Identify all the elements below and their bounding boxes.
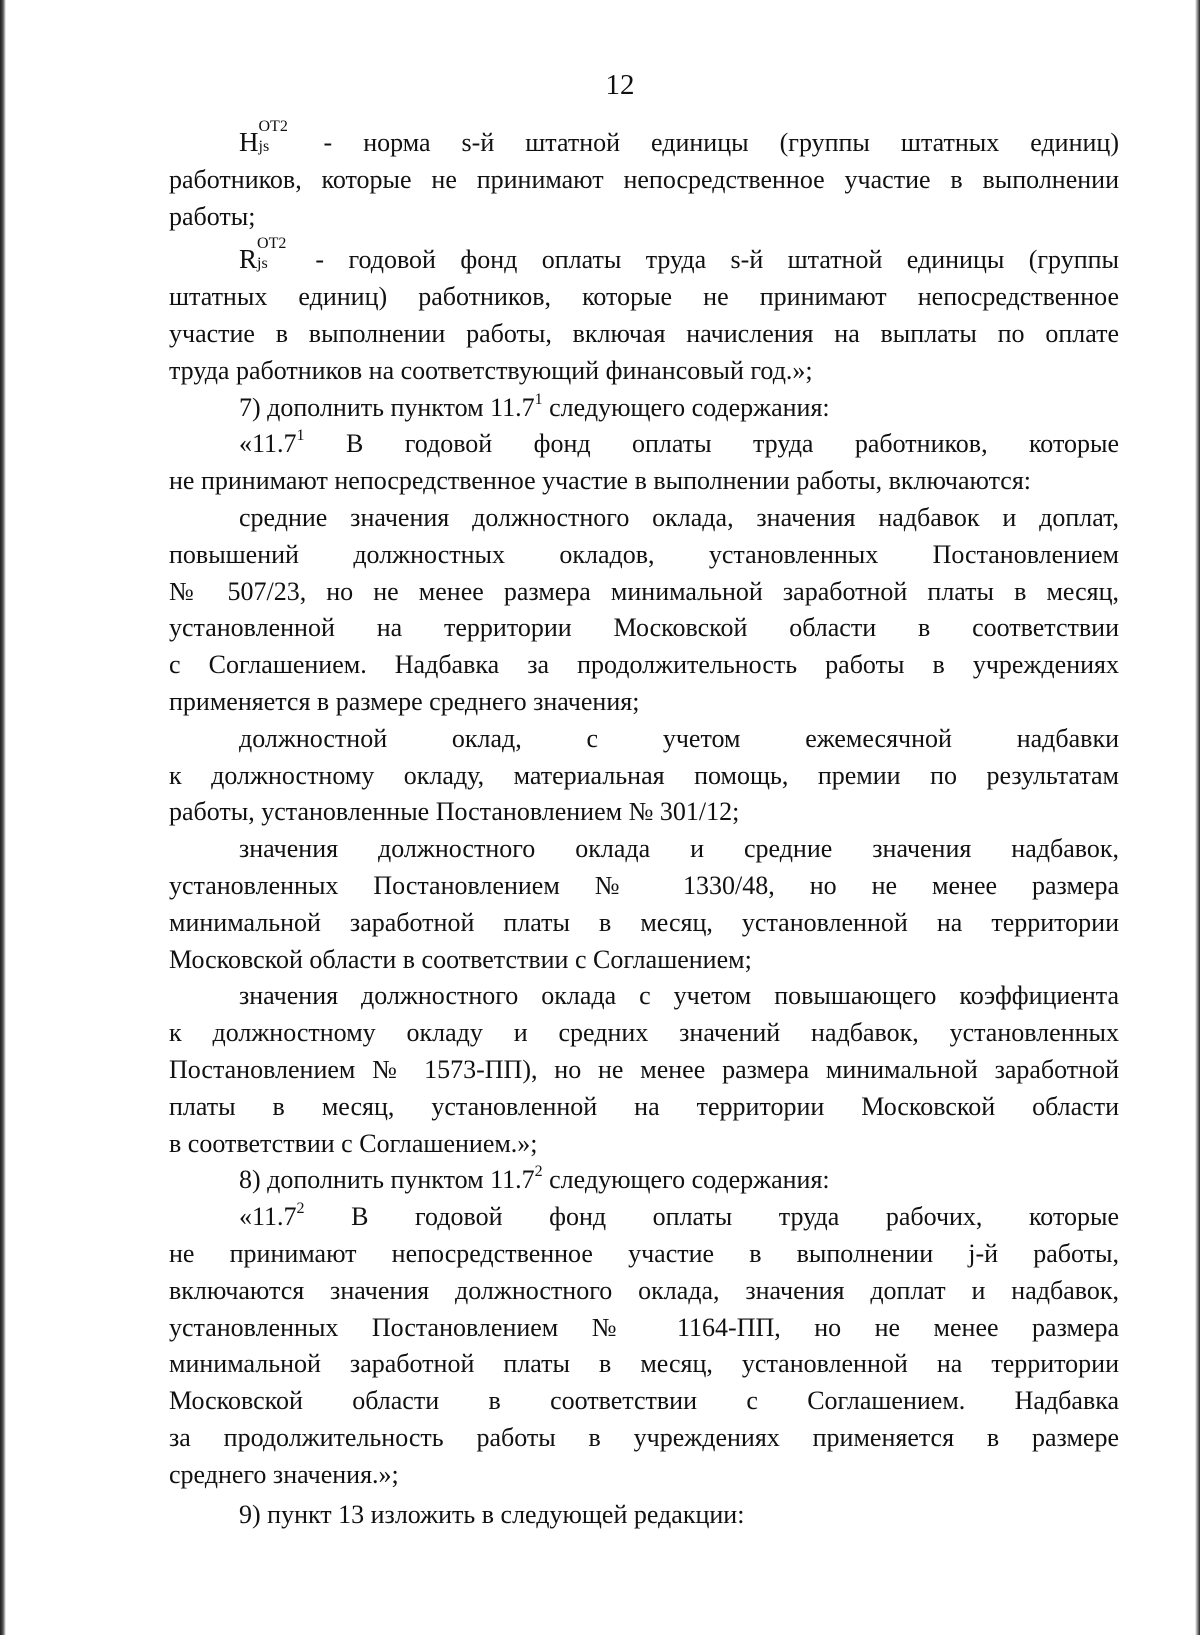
list-entry-301-12	[169, 721, 1119, 831]
text-line	[169, 390, 1119, 427]
text-line: к должностному окладу и средних значений надбавок, установленных	[169, 1018, 1119, 1048]
text-line	[169, 426, 1119, 463]
list-entry-1330-48	[169, 831, 1119, 978]
symbol-superscript: OT2	[257, 235, 287, 253]
formula-symbol-h	[239, 118, 293, 157]
text-segment: - годовой фонд оплаты труда s-й штатной единицы (группы	[291, 245, 1119, 275]
text-segment: следующего содержания:	[542, 1165, 830, 1195]
text-line: участие в выполнении работы, включая начисления на выплаты по оплате	[169, 318, 1119, 348]
text-line: не принимают непосредственное участие в выполнении j-й работы,	[169, 1238, 1119, 1268]
text-segment: «11.7	[239, 1202, 297, 1232]
text-line: не принимают непосредственное участие в выполнении работы, включаются:	[169, 466, 1032, 496]
text-line: работников, которые не принимают непосредственное участие в выполнении	[169, 164, 1119, 194]
text-line: минимальной заработной платы в месяц, установленной на территории	[169, 1349, 1119, 1379]
formula-symbol-r	[239, 235, 291, 275]
text-line: 9) пункт 13 изложить в следующей редакции:	[239, 1500, 745, 1530]
symbol-base: H	[239, 127, 259, 157]
superscript-number: 2	[534, 1163, 543, 1181]
definition-r-ot2	[169, 235, 1119, 389]
text-line: труда работников на соответствующий финансовый год.»;	[169, 355, 813, 385]
text-line: установленных Постановлением № 1330/48, но не менее размера	[169, 870, 1119, 900]
clause-11-7-2	[169, 1199, 1119, 1493]
symbol-indices	[258, 118, 293, 155]
text-segment: 8) дополнить пунктом 11.7	[239, 1165, 535, 1195]
text-line	[169, 235, 1119, 279]
text-line: платы в месяц, установленной на территории Московской области	[169, 1091, 1119, 1121]
item-7	[169, 390, 1119, 427]
text-line: Московской области в соответствии с Соглашением;	[169, 944, 752, 974]
symbol-base: R	[239, 244, 258, 275]
text-line: работы, установленные Постановлением № 301/12;	[169, 797, 740, 827]
text-segment: - норма s-й штатной единицы (группы штатных единиц)	[292, 128, 1119, 157]
text-segment: «11.7	[239, 429, 297, 459]
text-line	[169, 1199, 1119, 1236]
symbol-indices	[257, 235, 291, 273]
superscript-number: 1	[534, 390, 543, 408]
text-line: № 507/23, но не менее размера минимальной заработной платы в месяц,	[169, 576, 1119, 606]
text-line: должностной оклад, с учетом ежемесячной надбавки	[239, 723, 1119, 753]
text-line: установленной на территории Московской области в соответствии	[169, 613, 1119, 643]
text-segment: 7) дополнить пунктом 11.7	[239, 392, 535, 422]
symbol-superscript: OT2	[258, 118, 288, 135]
page-number: 12	[605, 69, 635, 101]
text-line	[169, 1162, 1119, 1199]
superscript-number: 1	[296, 427, 305, 445]
document-body	[169, 118, 1119, 1534]
list-entry-507-23	[169, 500, 1119, 721]
text-segment: В годовой фонд оплаты труда рабочих, которые	[304, 1202, 1119, 1232]
list-entry-1573-pp	[169, 978, 1119, 1162]
scan-edge-left	[0, 0, 6, 1635]
text-line: значения должностного оклада с учетом повышающего коэффициента	[239, 981, 1119, 1011]
text-segment: следующего содержания:	[542, 392, 830, 422]
symbol-subscript: js	[258, 138, 270, 155]
clause-11-7-1	[169, 426, 1119, 500]
text-segment: В годовой фонд оплаты труда работников, которые	[304, 429, 1119, 459]
item-8	[169, 1162, 1119, 1199]
text-line: установленных Постановлением № 1164-ПП, но не менее размера	[169, 1312, 1119, 1342]
scan-edge-right	[1195, 0, 1200, 1635]
text-line: штатных единиц) работников, которые не принимают непосредственное	[169, 282, 1119, 312]
text-line: за продолжительность работы в учреждениях применяется в размере	[169, 1422, 1119, 1452]
text-line: Постановлением № 1573-ПП), но не менее размера минимальной заработной	[169, 1054, 1119, 1084]
text-line: средние значения должностного оклада, значения надбавок и доплат,	[239, 502, 1119, 532]
text-line: Московской области в соответствии с Соглашением. Надбавка	[169, 1386, 1119, 1416]
text-line: применяется в размере среднего значения;	[169, 686, 640, 716]
text-line	[169, 118, 1119, 162]
text-line: минимальной заработной платы в месяц, установленной на территории	[169, 907, 1119, 937]
definition-h-ot2	[169, 118, 1119, 235]
text-line: значения должностного оклада и средние значения надбавок,	[239, 834, 1119, 864]
text-line: повышений должностных окладов, установленных Постановлением	[169, 539, 1119, 569]
item-9	[169, 1497, 1119, 1534]
symbol-subscript: js	[257, 255, 268, 273]
text-line: работы;	[169, 201, 256, 231]
text-line: к должностному окладу, материальная помощь, премии по результатам	[169, 760, 1119, 790]
text-line: с Соглашением. Надбавка за продолжительность работы в учреждениях	[169, 650, 1119, 680]
text-line: среднего значения.»;	[169, 1459, 399, 1489]
superscript-number: 2	[296, 1200, 305, 1218]
text-line: в соответствии с Соглашением.»;	[169, 1128, 538, 1158]
text-line: включаются значения должностного оклада, значения доплат и надбавок,	[169, 1275, 1119, 1305]
